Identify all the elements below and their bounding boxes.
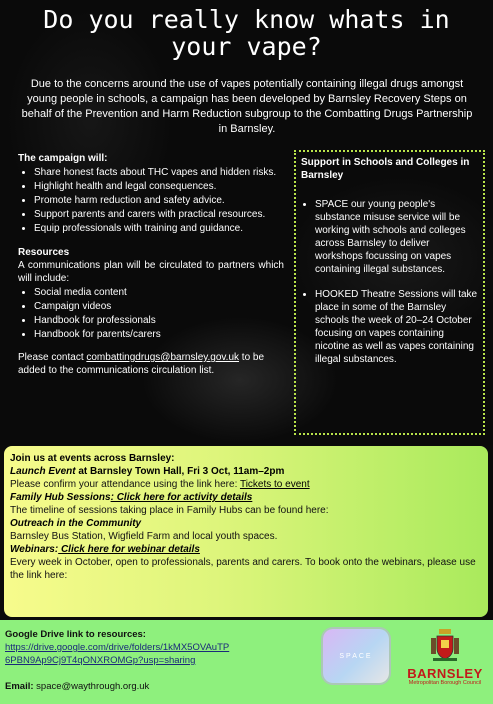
council-crest-icon xyxy=(430,628,460,662)
drive-heading: Google Drive link to resources: xyxy=(5,629,146,640)
email-label: Email: xyxy=(5,681,34,692)
campaign-list xyxy=(18,166,284,235)
tickets-link[interactable]: Tickets to event xyxy=(239,479,310,490)
support-box xyxy=(294,150,485,435)
campaign-heading: The campaign will: xyxy=(18,153,108,164)
support-heading: Support in Schools and Colleges in Barnsley xyxy=(301,157,470,181)
webinar-details-link[interactable]: Click here for webinar details xyxy=(58,544,200,555)
support-list xyxy=(301,198,478,366)
barnsley-council-logo xyxy=(401,628,489,696)
events-panel xyxy=(4,446,488,617)
list-item: • Highlight health and legal consequences. xyxy=(34,180,284,193)
webinars-text: Every week in October, open to professionals, parents and carers. To book onto the webinars, please use the link here: xyxy=(10,557,476,581)
confirm-text: Please confirm your attendance using the link here: xyxy=(10,479,240,490)
footer xyxy=(0,620,493,704)
left-column xyxy=(18,152,284,377)
hub-activity-link[interactable]: : Click here for activity details xyxy=(110,492,253,503)
launch-details: at Barnsley Town Hall, Fri 3 Oct, 11am–2pm xyxy=(75,466,285,477)
outreach-text: Barnsley Bus Station, Wigfield Farm and local youth spaces. xyxy=(10,531,278,542)
list-item: • Handbook for professionals xyxy=(34,314,284,327)
webinars-label: Webinars: xyxy=(10,544,59,555)
hub-label: Family Hub Sessions xyxy=(10,492,111,503)
intro-text: Due to the concerns around the use of vapes potentially containing illegal drugs amongst young people in schools, a campaign has been developed by Barnsley Recovery Steps on behalf of the Prevention and Harm Reduction subgroup to the Combatting Drugs Partnership in Barnsley. xyxy=(21,78,473,135)
hub-text: The timeline of sessions taking place in Family Hubs can be found here: xyxy=(10,505,329,516)
contact-suffix: to be added to the communications circulation list. xyxy=(18,352,265,376)
list-item: • Campaign videos xyxy=(34,300,284,313)
list-item: • SPACE our young people's substance misuse service will be working with schools and colleges across Barnsley to deliver workshops focussing on vapes containing illegal substances. xyxy=(315,198,478,276)
space-logo: SPACE xyxy=(323,629,389,683)
list-item: • Social media content xyxy=(34,286,284,299)
footer-email: space@waythrough.org.uk xyxy=(33,681,150,692)
list-item: • Handbook for parents/carers xyxy=(34,328,284,341)
resources-list xyxy=(18,286,284,341)
council-subtitle: Metropolitan Borough Council xyxy=(408,680,482,686)
outreach-label: Outreach in the Community xyxy=(10,518,142,529)
events-heading: Join us at events across Barnsley: xyxy=(10,453,175,464)
list-item: • Share honest facts about THC vapes and hidden risks. xyxy=(34,166,284,179)
contact-prefix: Please contact xyxy=(18,352,87,363)
footer-links xyxy=(5,628,305,693)
page-title xyxy=(0,6,493,60)
title-line-1: Do you really know whats in xyxy=(43,5,450,34)
list-item: • Support parents and carers with practical resources. xyxy=(34,208,284,221)
contact-text xyxy=(18,351,284,377)
list-item: • Promote harm reduction and safety advice. xyxy=(34,194,284,207)
drive-link-line-1[interactable]: https://drive.google.com/drive/folders/1kMX5OVAuTP xyxy=(5,642,230,653)
council-name: BARNSLEY xyxy=(407,666,483,681)
resources-text: A communications plan will be circulated to partners which will include: xyxy=(18,260,284,284)
resources-heading: Resources xyxy=(18,247,70,258)
contact-email-link[interactable]: combattingdrugs@barnsley.gov.uk xyxy=(86,352,240,363)
list-item: • HOOKED Theatre Sessions will take place in some of the Barnsley schools the week of 20–24 October focusing on vapes containing nicotine as well as vapes containing illegal substances. xyxy=(315,288,478,366)
list-item: • Equip professionals with training and guidance. xyxy=(34,222,284,235)
launch-label: Launch Event xyxy=(10,466,76,477)
title-line-2: your vape? xyxy=(171,32,322,61)
drive-link-line-2[interactable]: 6PBN9Ap9Cj9T4qONXROMGp?usp=sharing xyxy=(5,655,196,666)
